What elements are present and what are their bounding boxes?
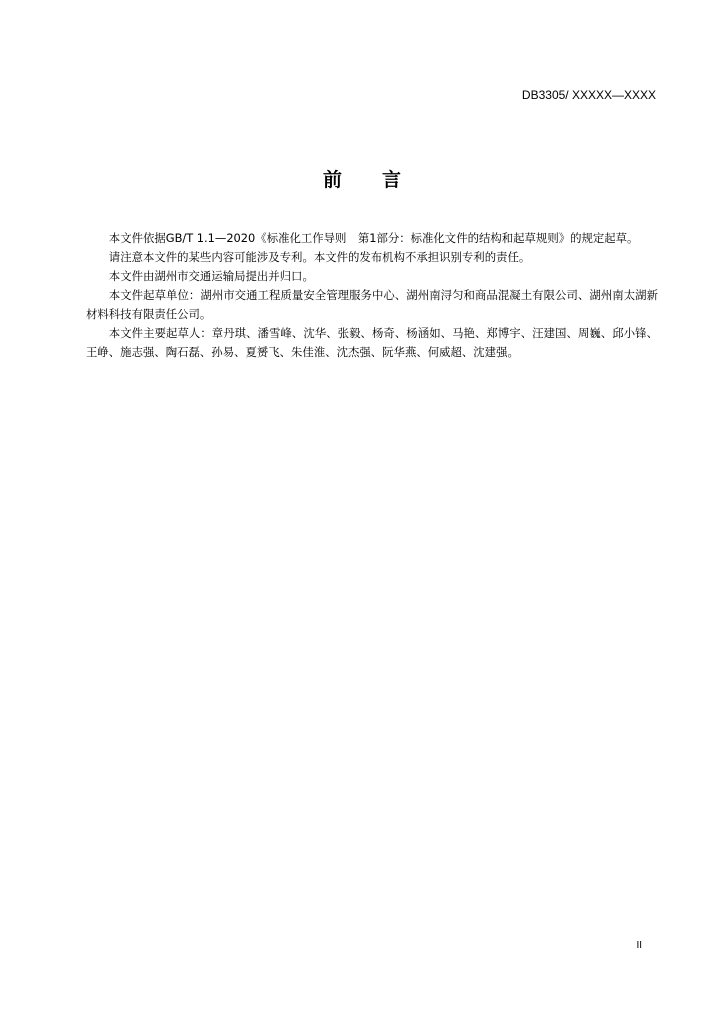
paragraph-drafting-units: 本文件起草单位：湖州市交通工程质量安全管理服务中心、湖州南浔匀和商品混凝土有限公司、湖州南太湖新材料科技有限责任公司。 bbox=[86, 288, 658, 321]
document-code: DB3305/ XXXXX—XXXX bbox=[521, 88, 656, 102]
title-part-2: 言 bbox=[382, 169, 402, 191]
paragraph-proposer: 本文件由湖州市交通运输局提出并归口。 bbox=[108, 269, 314, 283]
paragraph-patent-notice: 请注意本文件的某些内容可能涉及专利。本文件的发布机构不承担识别专利的责任。 bbox=[108, 250, 531, 264]
paragraph-drafters: 本文件主要起草人：章丹琪、潘雪峰、沈华、张毅、杨奇、杨涵如、马艳、郑博宇、汪建国、周巍、邱小锋、王峥、施志强、陶石磊、孙易、夏赟飞、朱佳淮、沈杰强、阮华燕、何威超、沈建强。 bbox=[86, 326, 658, 359]
page-title bbox=[0, 165, 724, 192]
foreword-body bbox=[86, 229, 658, 362]
paragraph-basis: 本文件依据GB/T 1.1—2020《标准化工作导则 第1部分：标准化文件的结构和起草规则》的规定起草。 bbox=[108, 231, 639, 245]
title-part-1: 前 bbox=[322, 169, 342, 191]
page-number: II bbox=[636, 940, 642, 951]
